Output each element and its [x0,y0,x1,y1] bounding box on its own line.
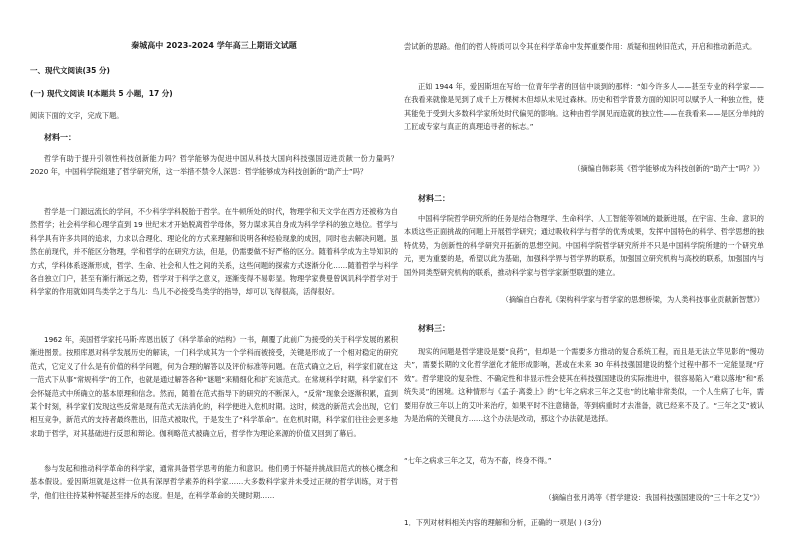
material-three-paragraph: 现实的问题是哲学建设是要“良药”，但却是一个需要多方推动的复合系统工程，而且是无法立竿见影的“慢功夫”，需要长期的文化哲学滋化才能形成影响，甚或在未来 30 年科技强国建设的整个过程中都不一定能显现“疗效”。哲学建设的复杂性、不确定性和非显示性会使其在科技强国建设的实际推进中，很容易陷入“难以落地”和“系统失灵”的困境。这种情形与《孟子·离娄上》的“七年之病求三年之艾也”的比喻非常类似，一个人生病了七年，需要用存放三年以上的艾叶来治疗，如果平时不注意储备，等到病重时才去准备，就已经来不及了。“三年之艾”被认为是治病的关键良方……这个办法是改动，那这个办法就是选择。 [404,347,764,424]
source-citation: （摘编自韩彩英《哲学能够成为科技创新的“助产士”吗？》） [573,164,764,173]
source-citation: （摘编自张月鸿等《哲学建设：我国科技强国建设的“三十年之艾”》） [544,493,764,502]
material-two-label: 材料二： [418,194,450,203]
question-one: 1．下列对材料相关内容的理解和分析，正确的一项是( ) (3分) [404,518,602,527]
material-one-paragraph: 参与发起和推动科学革命的科学家，通常具备哲学思考的能力和意识。他们勇于怀疑并挑战旧范式的核心概念和基本假设。爱因斯坦就是这样一位具有深厚哲学素养的科学家……大多数科学家并未受过正规的哲学训练，对于哲学，他们往往持某种怀疑甚至排斥的态度。但是，在科学革命的关键时期…… [30,464,398,500]
subsection-heading: (一) 现代文阅读 I(本题共 5 小题，17 分) [30,89,173,98]
material-two-paragraph: 中国科学院哲学研究所的任务是结合物理学、生命科学、人工智能等领域的最新进展，在宇宙、生命、意识的本质这些正面挑战的问题上开展哲学研究；通过吸收科学与哲学的优秀成果，发挥中国特色的科学、哲学思想的独特优势，为创新性的科学研究开拓新的思想空间。中国科学院哲学研究所并不只是中国科学院所建的一个研究单元，更为重要的是，希望以此为基础，加强科学界与哲学界的联系，加强国立研究机构与高校的联系，加强国内与国外同类型研究机构的联系，推动科学家与哲学家新型联盟的建立。 [404,214,764,277]
continued-paragraph: 尝试新的思路。他们的哲人特质可以令其在科学革命中发挥重要作用：质疑和扭转旧范式，开启和推动新范式。 [404,42,757,51]
instruction-text: 阅读下面的文字，完成下题。 [30,111,124,120]
material-one-paragraph: 哲学有助于提升引领性科技创新能力吗？哲学能够为促进中国从科技大国向科技强国迈进贡献一份力量吗？2020 年，中国科学院组建了哲学研究所，这一举措不禁令人深思：哲学能够成为科技创新的“助产士”吗？ [30,154,398,177]
material-one-label: 材料一： [44,133,76,142]
quote-paragraph: 正如 1944 年，爱因斯坦在写给一位青年学者的回信中谈到的那样：“如今许多人——甚至专业的科学家——在我看来就像是见到了成千上万棵树木但却从未见过森林。历史和哲学背景方面的知识可以赋予人一种独立性，使其能免于受到大多数科学家所处时代偏见的影响。这种由哲学洞见而造就的独立性——在我看来——是区分单纯的工匠或专家与真正的真理追寻者的标志。” [404,82,764,132]
material-three-label: 材料三： [418,324,450,333]
material-three-quote: “七年之病求三年之艾，苟为不畜，终身不得。” [404,456,552,465]
material-one-paragraph: 1962 年，美国哲学家托马斯·库恩出版了《科学革命的结构》一书，颠覆了此前广为接受的关于科学发展的累积渐进图景。按照库恩对科学发展历史的解读，一门科学成其为一个学科而被接受，关键是形成了一个相对稳定的研究范式，它定义了什么是有价值的科学问题，何为合理的解答以及评价标准等问题。在范式确立之后，科学家们就在这一范式下从事“常规科学”的工作，也就是通过解答各种“谜题”来精细化和扩充该范式。在常规科学时期，科学家们不会怀疑范式中所确立的基本原理和信念。然而，随着在范式指导下的研究的不断深入，“反常”现象会逐渐积累，直到某个时刻，科学家们发现这些反常是现有范式无法消化的，科学便进入危机时期。这时，候选的新范式会出现，它们相互竞争，新范式的支持者最终胜出，旧范式被取代，于是发生了“科学革命”。在危机时期，科学家们往往会更多地求助于哲学，对其基础进行反思和辩论。伽利略范式被确立后，哲学作为理论来源的价值又回到了幕后。 [30,335,398,438]
source-citation: （摘编自白春礼《架构科学家与哲学家的思想桥梁，为人类科技事业贡献新智慧》） [501,295,764,304]
exam-title: 秦城高中 2023-2024 学年高三上期语文试题 [131,41,297,50]
section-heading: 一、现代文阅读(35 分) [30,66,110,75]
material-one-paragraph: 哲学是一门源远流长的学问，不少科学学科脱胎于哲学。在牛顿所处的时代，物理学和天文学在西方还被称为自然哲学；社会科学和心理学直到 19 世纪末才开始脱离哲学母体，努力谋求其自身成为科学学科的独立地位。哲学与科学具有许多共同的追求，力求以合理化、理论化的方式来理解和说明各种经验现象的成因，同时也去解决问题。虽然在前现代，并不能区分物理，学和哲学的在研究方法，但是，仍需要做不好严格的区分。随着科学成为主导知识的方式，学科体系逐渐形成，哲学、生命、社会和人性之间的关系，这些问题的探索方式逐渐分化……随着哲学与科学各自独立门户，甚至有渐行渐远之势，哲学对于科学之意义，逐渐变得不易彰显。物理学家费曼曾讽讥科学哲学对于科学家的作用就如同鸟类学之于鸟儿：鸟儿不必接受鸟类学的指导，却可以飞得很高，活得很好。 [30,207,398,297]
